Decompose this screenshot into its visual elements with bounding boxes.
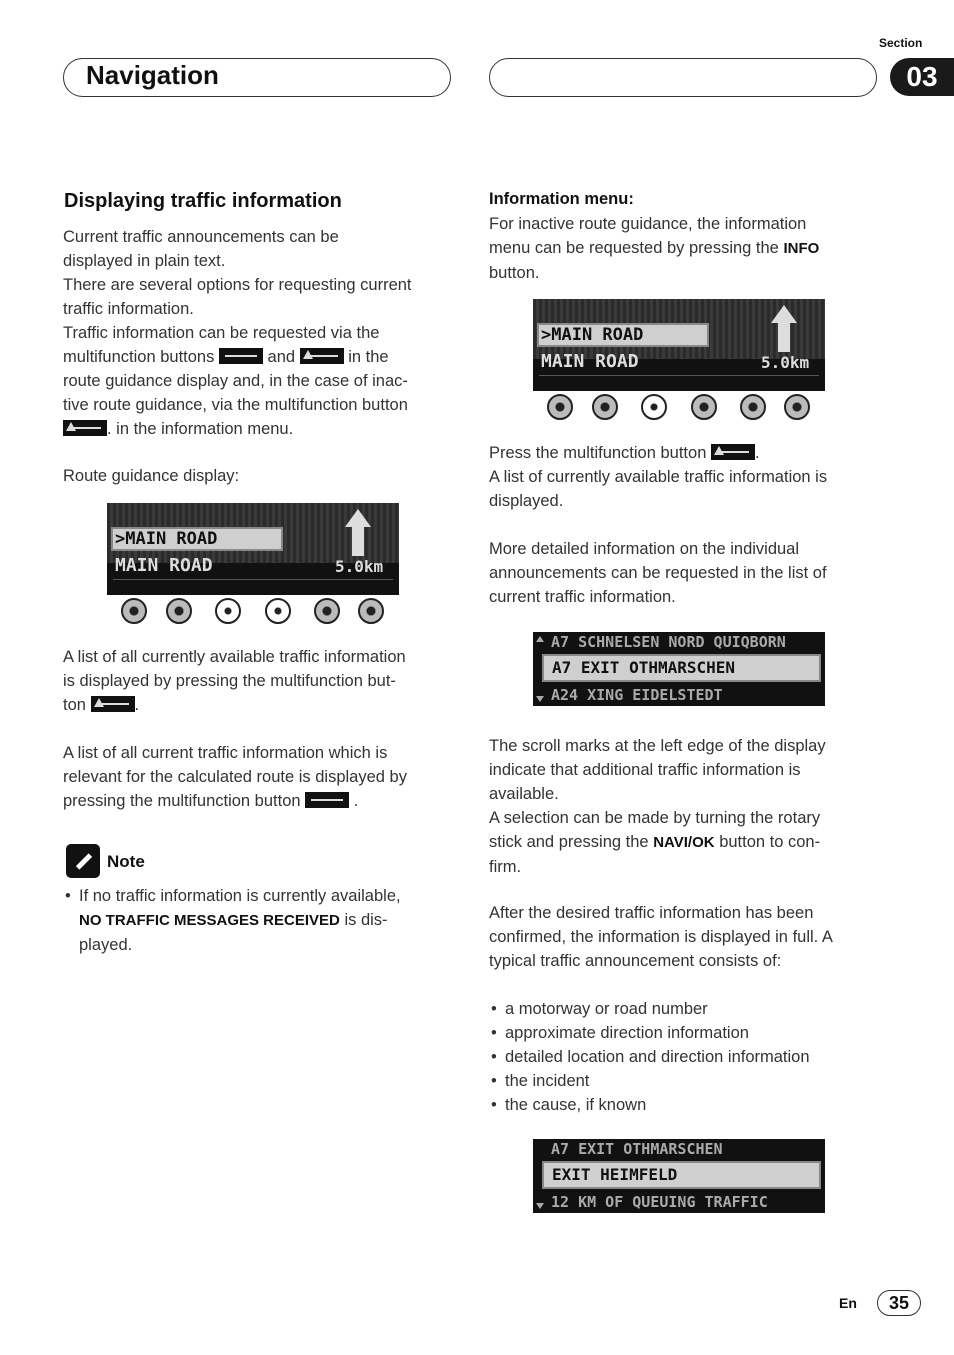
intro-paragraph: Current traffic announcements can be displayed in plain text. There are several options for requesting current traffic information. Traffic information can be requested via the multifunction buttons and in the route guidance display and, in the case of inac- tive route guidance, via the multifunction button . in the information menu. <box>63 228 412 438</box>
note-label: Note <box>107 852 145 871</box>
multifunction-button-6[interactable] <box>784 394 810 420</box>
list-item: • detailed location and direction information <box>489 1045 884 1069</box>
traffic-list-display <box>533 632 825 706</box>
info-menu-display <box>533 299 825 391</box>
multifunction-button-5[interactable] <box>740 394 766 420</box>
section-heading: Displaying traffic information <box>64 190 342 212</box>
list-row-selected[interactable]: A7 EXIT OTHMARSCHEN <box>542 654 821 682</box>
announcement-bullets <box>489 997 884 1117</box>
page-title: Navigation <box>86 60 219 90</box>
direction-arrow-stem <box>352 526 364 556</box>
display-selected-road: >MAIN ROAD <box>111 527 283 551</box>
tmc-icon <box>305 792 349 808</box>
scroll-paragraph: The scroll marks at the left edge of the display indicate that additional traffic information is available. A selection can be made by turning the rotary stick and pressing the NAVI/OK button to con- firm. <box>489 737 826 876</box>
tmc-warning-icon <box>91 696 135 712</box>
list-row: A24 XING EIDELSTEDT <box>551 686 723 704</box>
info-menu-paragraph: For inactive route guidance, the information menu can be requested by pressing the INFO button. <box>489 215 820 282</box>
press-paragraph: Press the multifunction button . A list of currently available traffic information is displayed. <box>489 444 828 510</box>
direction-arrow-stem <box>778 322 790 352</box>
function-icon-row <box>113 579 393 592</box>
traffic-detail-display <box>533 1139 825 1213</box>
scroll-up-icon <box>536 636 544 642</box>
multifunction-button-4[interactable] <box>691 394 717 420</box>
scroll-down-icon <box>536 1203 544 1209</box>
tmc-warning-icon <box>300 348 344 364</box>
scroll-down-icon <box>536 696 544 702</box>
display-road: MAIN ROAD <box>541 351 639 372</box>
direction-arrow-icon <box>771 305 797 323</box>
display-distance: 5.0km <box>335 557 384 576</box>
multifunction-button-6[interactable] <box>358 598 384 624</box>
multifunction-button-5[interactable] <box>314 598 340 624</box>
tmc-icon <box>219 348 263 364</box>
tmc-warning-icon <box>711 444 755 460</box>
section-label: Section <box>879 36 923 50</box>
note-pencil-icon <box>66 844 100 878</box>
route-list-paragraph: A list of all current traffic information which is relevant for the calculated route is displayed by pressing the multifunction button . <box>63 744 407 810</box>
list-row: A7 SCHNELSEN NORD QUIQBORN <box>551 633 786 651</box>
display-distance: 5.0km <box>761 353 810 372</box>
info-menu-heading: Information menu: <box>489 190 634 208</box>
multifunction-button-1[interactable] <box>547 394 573 420</box>
direction-arrow-icon <box>345 509 371 527</box>
header-blank-frame <box>489 58 877 97</box>
function-icon-row <box>539 375 819 388</box>
detail-row: A7 EXIT OTHMARSCHEN <box>551 1140 723 1158</box>
consists-paragraph: After the desired traffic information has been confirmed, the information is displayed in full. A typical traffic announcement consists of: <box>489 904 833 970</box>
language-label: En <box>839 1295 857 1311</box>
tmc-warning-icon <box>63 420 107 436</box>
multifunction-button-3[interactable] <box>641 394 667 420</box>
multifunction-button-2[interactable] <box>592 394 618 420</box>
detail-row-selected[interactable]: EXIT HEIMFELD <box>542 1161 821 1189</box>
multifunction-button-1[interactable] <box>121 598 147 624</box>
page-number: 35 <box>877 1290 921 1316</box>
detail-row: 12 KM OF QUEUING TRAFFIC <box>551 1193 768 1211</box>
section-number: 03 <box>890 58 954 96</box>
list-item: • a motorway or road number <box>489 997 884 1021</box>
list-paragraph: A list of all currently available traffic information is displayed by pressing the multifunction but- ton . <box>63 648 406 714</box>
list-item: • the incident <box>489 1069 884 1093</box>
route-guidance-display <box>107 503 399 595</box>
route-label: Route guidance display: <box>63 467 240 485</box>
detail-paragraph: More detailed information on the individual announcements can be requested in the list of current traffic information. <box>489 540 827 606</box>
list-item: • the cause, if known <box>489 1093 884 1117</box>
list-item: • approximate direction information <box>489 1021 884 1045</box>
multifunction-button-4[interactable] <box>265 598 291 624</box>
display-selected-road: >MAIN ROAD <box>537 323 709 347</box>
multifunction-button-3[interactable] <box>215 598 241 624</box>
multifunction-button-2[interactable] <box>166 598 192 624</box>
display-road: MAIN ROAD <box>115 555 213 576</box>
note-text: • If no traffic information is currently available, NO TRAFFIC MESSAGES RECEIVED is dis- played. <box>63 884 469 957</box>
